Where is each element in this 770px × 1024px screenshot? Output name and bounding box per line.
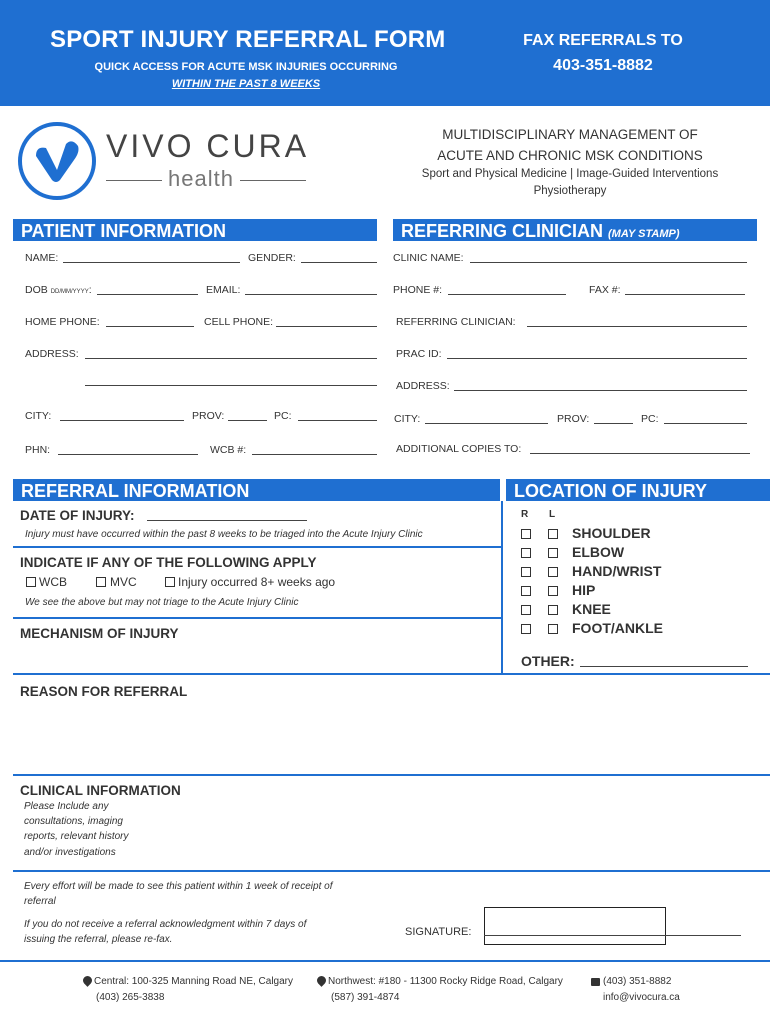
form-title: SPORT INJURY REFERRAL FORM [50,26,446,53]
central-address: Central: 100-325 Manning Road NE, Calgary [94,976,293,987]
wcb-option-label: WCB [39,575,67,589]
patient-pc-label: PC: [274,410,292,422]
mechanism-heading: MECHANISM OF INJURY [20,626,179,641]
section-referring-clinician [393,219,757,241]
patient-prov-label: PROV: [192,410,225,422]
effort-note-line-2: referral [24,896,56,907]
home-phone-field[interactable] [106,326,194,327]
column-divider [501,501,503,674]
northwest-address: Northwest: #180 - 11300 Rocky Ridge Road, Calgary [328,976,563,987]
mvc-checkbox[interactable] [96,577,106,587]
clinical-note-2: consultations, imaging [24,816,123,827]
shoulder-right-checkbox[interactable] [521,529,531,539]
signature-box[interactable] [484,907,666,945]
location-right-header: R [521,509,529,520]
fax-label: FAX REFERRALS TO [523,32,683,49]
referring-clinician-label: REFERRING CLINICIAN: [396,316,516,328]
clinician-city-label: CITY: [394,413,421,425]
reason-heading: REASON FOR REFERRAL [20,684,188,699]
header-banner [0,0,770,106]
clinical-note-4: and/or investigations [24,847,116,858]
prac-id-label: PRAC ID: [396,348,442,360]
email-field[interactable] [245,294,377,295]
hand-wrist-right-checkbox[interactable] [521,567,531,577]
cell-phone-label: CELL PHONE: [204,316,274,328]
tagline-services: Sport and Physical Medicine | Image-Guided Interventions [421,168,719,180]
additional-copies-label: ADDITIONAL COPIES TO: [396,443,522,455]
tagline-physio: Physiotherapy [533,185,607,197]
section-patient-information: PATIENT INFORMATION [13,219,377,241]
dob-format: DD/MM/YYYY [50,289,89,295]
patient-address-label: ADDRESS: [25,348,79,360]
foot-ankle-left-checkbox[interactable] [548,624,558,634]
clinician-phone-field[interactable] [448,294,566,295]
fax-number: 403-351-8882 [553,57,653,74]
gender-field[interactable] [301,262,377,263]
clinician-fax-field[interactable] [625,294,745,295]
patient-address-field-2[interactable] [85,385,377,386]
section-referral-information: REFERRAL INFORMATION [13,479,500,501]
signature-label: SIGNATURE: [405,926,472,938]
patient-name-field[interactable] [63,262,240,263]
referring-clinician-field[interactable] [527,326,747,327]
location-hand-wrist: HAND/WRIST [572,563,662,579]
dob-label-text: DOB [25,284,48,296]
referring-clinician-title: REFERRING CLINICIAN [401,221,603,241]
patient-name-label: NAME: [25,252,59,264]
divider-apply [13,617,501,619]
footer-fax: (403) 351-8882 [603,976,672,987]
footer-divider [0,960,770,962]
logo-heart-icon [22,126,92,196]
clinician-phone-label: PHONE #: [393,284,443,296]
logo-rule-left [106,180,162,181]
injury-8-weeks-checkbox[interactable] [165,577,175,587]
patient-pc-field[interactable] [298,420,377,421]
northwest-location-pin-icon [315,974,328,987]
section-location-of-injury: LOCATION OF INJURY [506,479,770,501]
form-subtitle: QUICK ACCESS FOR ACUTE MSK INJURIES OCCURRING [94,61,398,73]
date-of-injury-note: Injury must have occurred within the past 8 weeks to be triaged into the Acute Injury Clinic [25,529,423,540]
mvc-option-label: MVC [110,575,137,589]
wcb-number-field[interactable] [252,454,377,455]
footer-email[interactable]: info@vivocura.ca [603,992,680,1003]
clinical-heading: CLINICAL INFORMATION [20,783,181,798]
patient-city-label: CITY: [25,410,52,422]
location-elbow: ELBOW [572,544,625,560]
location-knee: KNEE [572,601,611,617]
hand-wrist-left-checkbox[interactable] [548,567,558,577]
ack-note-line-1: If you do not receive a referral acknowledgment within 7 days of [24,919,307,930]
logo-ring [18,122,96,200]
clinician-address-field[interactable] [454,390,747,391]
divider-mechanism [13,673,770,675]
location-other-label: OTHER: [521,653,575,669]
location-hip: HIP [572,582,596,598]
date-of-injury-label: DATE OF INJURY: [20,508,135,523]
date-of-injury-field[interactable] [147,520,307,521]
clinician-pc-field[interactable] [664,423,747,424]
patient-prov-field[interactable] [228,420,267,421]
tagline-line-1: MULTIDISCIPLINARY MANAGEMENT OF [442,127,698,142]
tagline-line-2: ACUTE AND CHRONIC MSK CONDITIONS [437,148,703,163]
wcb-checkbox[interactable] [26,577,36,587]
additional-copies-field[interactable] [530,453,750,454]
logo-sub-text: health [168,166,234,191]
clinician-address-label: ADDRESS: [396,380,450,392]
hip-left-checkbox[interactable] [548,586,558,596]
elbow-left-checkbox[interactable] [548,548,558,558]
central-location-pin-icon [81,974,94,987]
northwest-phone: (587) 391-4874 [331,992,400,1003]
location-shoulder: SHOULDER [572,525,651,541]
location-foot-ankle: FOOT/ANKLE [572,620,663,636]
clinician-city-field[interactable] [425,423,548,424]
clinician-fax-label: FAX #: [589,284,621,296]
dob-field[interactable] [97,294,198,295]
elbow-right-checkbox[interactable] [521,548,531,558]
gender-label: GENDER: [248,252,296,264]
cell-phone-field[interactable] [276,326,377,327]
dob-label [25,284,92,296]
signature-line [484,935,741,936]
apply-note: We see the above but may not triage to the Acute Injury Clinic [25,597,299,608]
hip-right-checkbox[interactable] [521,586,531,596]
phn-label: PHN: [25,444,51,456]
clinician-prov-field[interactable] [594,423,633,424]
fax-machine-icon [591,978,600,986]
knee-right-checkbox[interactable] [521,605,531,615]
may-stamp-note: (MAY STAMP) [608,228,680,240]
shoulder-left-checkbox[interactable] [548,529,558,539]
divider-clinical [13,870,770,872]
divider-reason [13,774,770,776]
patient-address-field[interactable] [85,358,377,359]
knee-left-checkbox[interactable] [548,605,558,615]
logo-rule-right [240,180,306,181]
foot-ankle-right-checkbox[interactable] [521,624,531,634]
divider-date [13,546,501,548]
clinical-note-1: Please Include any [24,801,109,812]
prac-id-field[interactable] [447,358,747,359]
apply-heading: INDICATE IF ANY OF THE FOLLOWING APPLY [20,555,317,570]
clinic-name-label: CLINIC NAME: [393,252,464,264]
clinician-prov-label: PROV: [557,413,590,425]
clinician-pc-label: PC: [641,413,659,425]
wcb-number-label: WCB #: [210,444,247,456]
clinical-note-3: reports, relevant history [24,831,129,842]
email-label: EMAIL: [206,284,241,296]
form-subtitle-emphasis: WITHIN THE PAST 8 WEEKS [171,78,321,90]
logo-brand-text: VIVO CURA [106,128,310,164]
location-left-header: L [549,509,556,520]
effort-note-line-1: Every effort will be made to see this patient within 1 week of receipt of [24,881,333,892]
ack-note-line-2: issuing the referral, please re-fax. [24,934,173,945]
home-phone-label: HOME PHONE: [25,316,100,328]
phn-field[interactable] [58,454,198,455]
patient-city-field[interactable] [60,420,184,421]
dob-colon: : [88,284,92,296]
vivo-cura-logo [18,122,318,202]
central-phone: (403) 265-3838 [96,992,165,1003]
injury-8-weeks-label: Injury occurred 8+ weeks ago [178,575,336,589]
location-other-field[interactable] [580,666,748,667]
clinic-name-field[interactable] [470,262,747,263]
